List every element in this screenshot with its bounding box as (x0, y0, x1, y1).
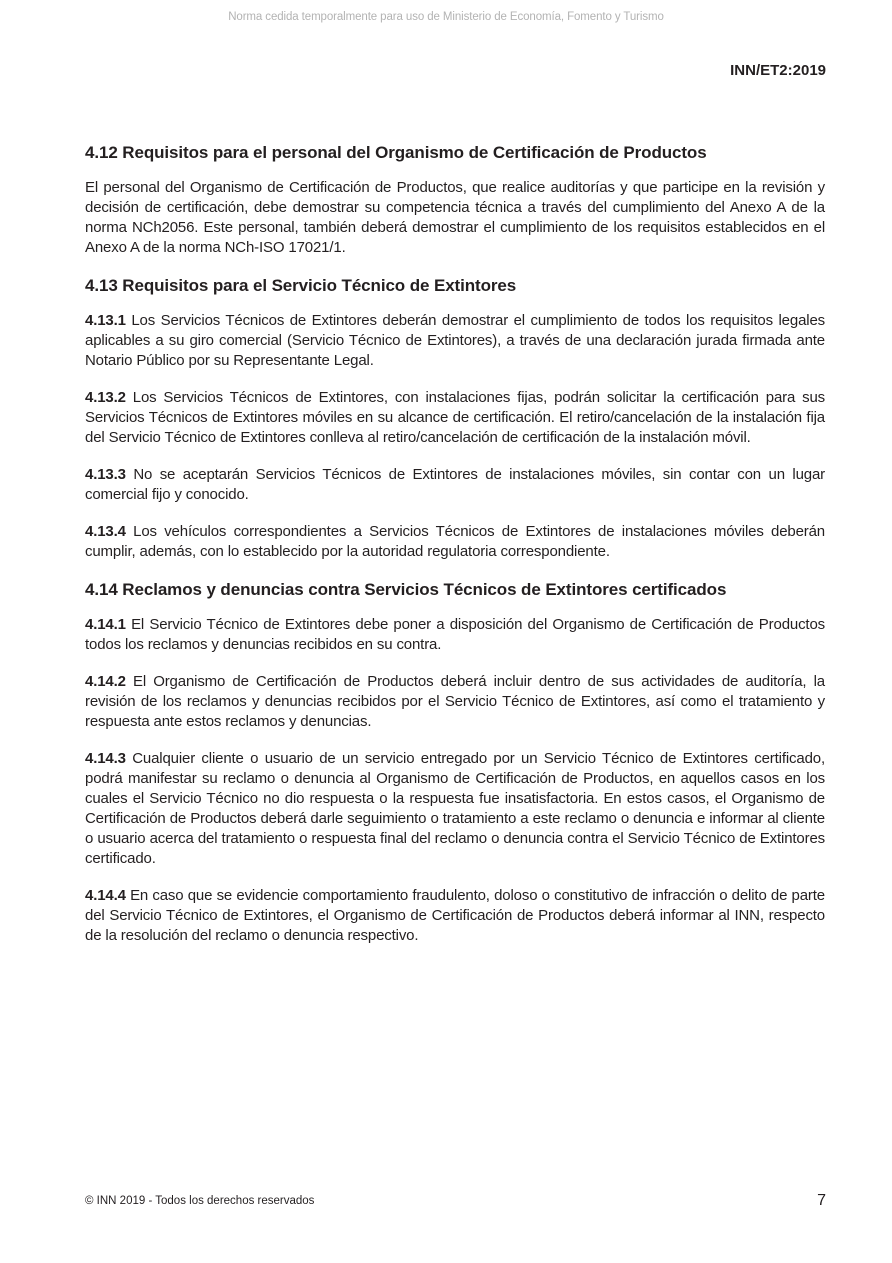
paragraph-4-14-3 (85, 749, 825, 869)
clause-number: 4.14.2 (85, 673, 126, 690)
clause-number: 4.14.3 (85, 750, 126, 767)
paragraph-4-13-1 (85, 311, 825, 371)
clause-number: 4.13.1 (85, 312, 126, 329)
section-heading-4-12: 4.12 Requisitos para el personal del Organismo de Certificación de Productos (85, 143, 707, 162)
paragraph-text: El Organismo de Certificación de Productos deberá incluir dentro de sus actividades de auditoría, la revisión de los reclamos y denuncias recibidos por el Servicio Técnico de Extintores, así como el tratamiento y respuesta ante estos reclamos y denuncias. (85, 673, 825, 730)
page-number: 7 (817, 1192, 826, 1209)
document-body (85, 142, 825, 962)
paragraph-4-14-1 (85, 615, 825, 655)
clause-number: 4.13.2 (85, 389, 126, 406)
paragraph-4-14-2 (85, 672, 825, 732)
paragraph-text: Los vehículos correspondientes a Servicios Técnicos de Extintores de instalaciones móviles deberán cumplir, además, con lo establecido por la autoridad regulatoria correspondiente. (85, 523, 825, 560)
paragraph-text: No se aceptarán Servicios Técnicos de Extintores de instalaciones móviles, sin contar con un lugar comercial fijo y conocido. (85, 466, 825, 503)
paragraph-text: En caso que se evidencie comportamiento fraudulento, doloso o constitutivo de infracción o delito de parte del Servicio Técnico de Extintores, el Organismo de Certificación de Productos deberá informar al INN, respecto de la resolución del reclamo o denuncia respectivo. (85, 887, 825, 944)
paragraph-text: El personal del Organismo de Certificación de Productos, que realice auditorías y que participe en la revisión y decisión de certificación, debe demostrar su competencia técnica a través del cumplimiento del Anexo A de la norma NCh2056. Este personal, también deberá demostrar el cumplimiento de los requisitos establecidos en el Anexo A de la norma NCh-ISO 17021/1. (85, 179, 825, 256)
clause-number: 4.14.4 (85, 887, 126, 904)
section-heading-4-13: 4.13 Requisitos para el Servicio Técnico de Extintores (85, 276, 517, 295)
paragraph-text: Los Servicios Técnicos de Extintores, con instalaciones fijas, podrán solicitar la certificación para sus Servicios Técnicos de Extintores móviles en su alcance de certificación. El retiro/cancelación de la instalación fija del Servicio Técnico de Extintores conlleva al retiro/cancelación de certificación de la instalación móvil. (85, 389, 825, 446)
paragraph-text: Los Servicios Técnicos de Extintores deberán demostrar el cumplimiento de todos los requisitos legales aplicables a su giro comercial (Servicio Técnico de Extintores), a través de una declaración jurada firmada ante Notario Público por su Representante Legal. (85, 312, 825, 369)
paragraph-4-13-4 (85, 522, 825, 562)
watermark-notice: Norma cedida temporalmente para uso de Ministerio de Economía, Fomento y Turismo (228, 11, 664, 23)
paragraph-4-14-4 (85, 886, 825, 946)
footer-copyright: © INN 2019 - Todos los derechos reservados (85, 1195, 315, 1207)
clause-number: 4.14.1 (85, 616, 126, 633)
section-heading-4-14: 4.14 Reclamos y denuncias contra Servicios Técnicos de Extintores certificados (85, 580, 727, 599)
paragraph-text: Cualquier cliente o usuario de un servicio entregado por un Servicio Técnico de Extintores certificado, podrá manifestar su reclamo o denuncia al Organismo de Certificación de Productos, en aquellos casos en los cuales el Servicio Técnico no dio respuesta o la respuesta fue insatisfactoria. En estos casos, el Organismo de Certificación de Productos deberá darle seguimiento o tratamiento a este reclamo o denuncia e informar al cliente o usuario acerca del tratamiento o respuesta final del reclamo o denuncia contra el Servicio Técnico de Extintores certificado. (85, 750, 825, 867)
paragraph-4-13-2 (85, 388, 825, 448)
clause-number: 4.13.3 (85, 466, 126, 483)
document-code: INN/ET2:2019 (730, 62, 826, 79)
clause-number: 4.13.4 (85, 523, 126, 540)
paragraph-4-12 (85, 178, 825, 258)
paragraph-4-13-3 (85, 465, 825, 505)
paragraph-text: El Servicio Técnico de Extintores debe poner a disposición del Organismo de Certificación de Productos todos los reclamos y denuncias recibidos en su contra. (85, 616, 825, 653)
